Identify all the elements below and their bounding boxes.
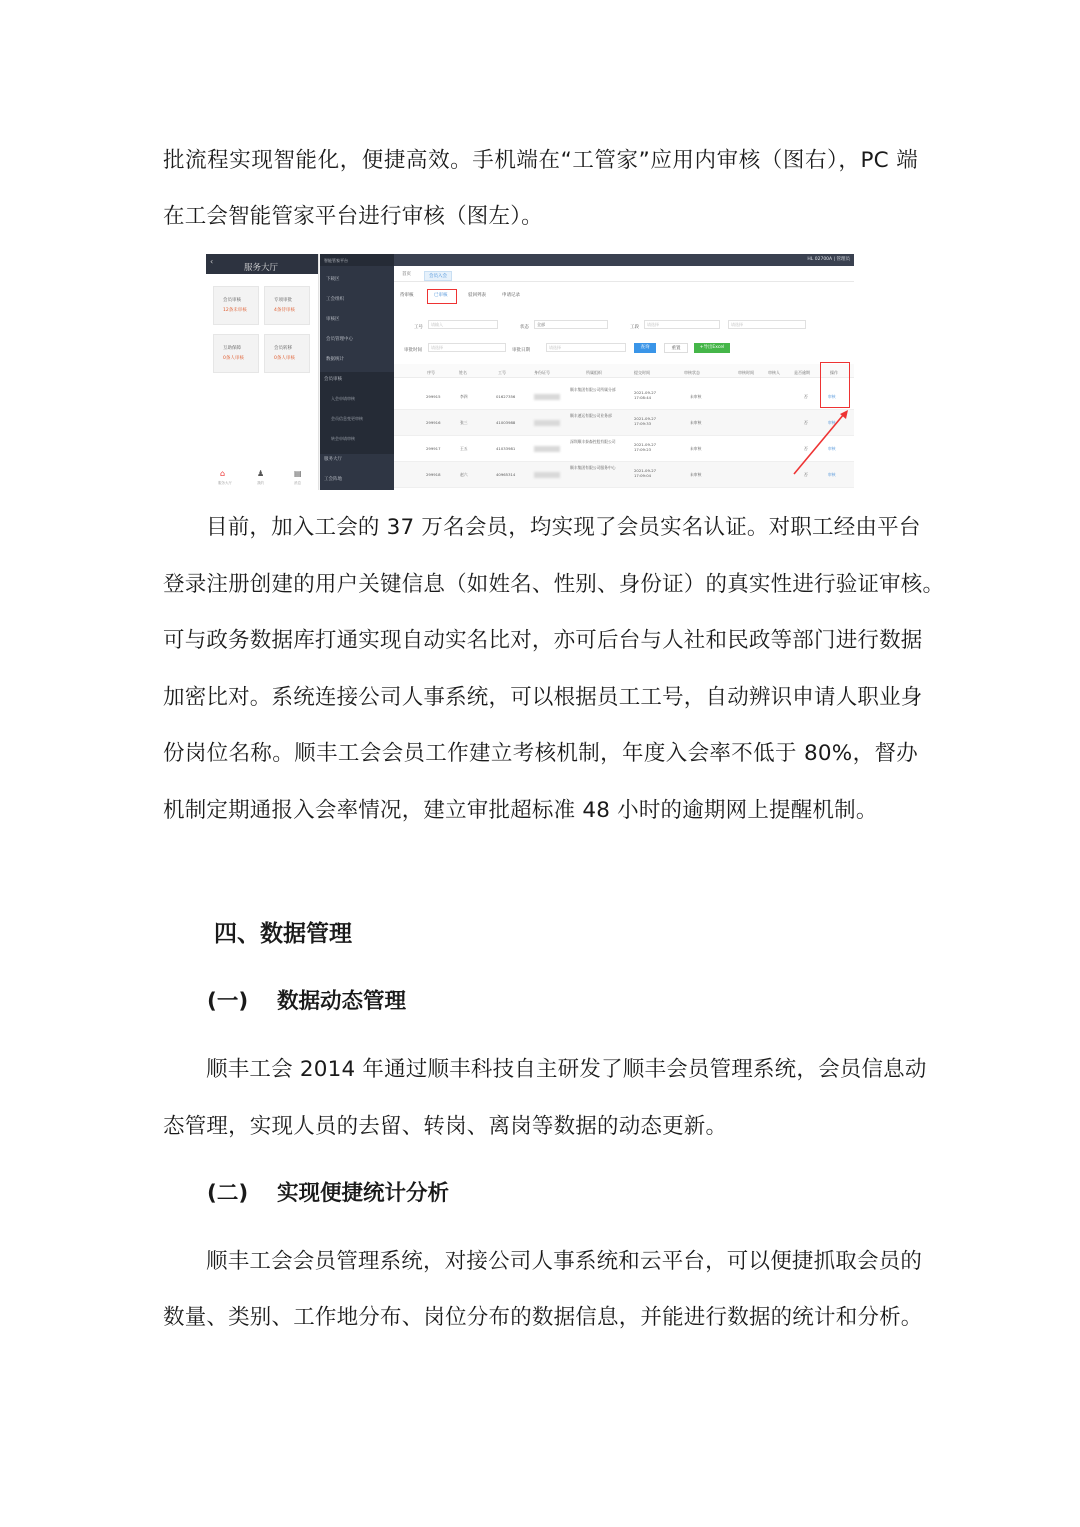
tab-records[interactable]: 申请记录 <box>502 293 520 298</box>
cell-status: 未审核 <box>690 472 702 477</box>
members-line-5: 份岗位名称。顺丰工会会员工作建立考核机制，年度入会率不低于 80%，督办 <box>163 741 918 766</box>
back-icon[interactable]: ‹ <box>210 257 214 266</box>
members-line-3: 可与政务数据库打通实现自动实名比对，亦可后台与人社和民政等部门进行数据 <box>163 628 923 653</box>
filter-label: 工段 <box>630 325 639 330</box>
review-tabs <box>394 290 854 302</box>
members-line-1: 目前，加入工会的 37 万名会员，均实现了会员实名认证。对职工经由平台 <box>206 515 921 540</box>
filter-label: 审批日期 <box>512 348 530 353</box>
tile-count: 12条未审核 <box>223 308 247 313</box>
tile-label: 会员转移 <box>274 346 292 351</box>
dynamic-line-2: 态管理，实现人员的去留、转岗、离岗等数据的动态更新。 <box>163 1114 728 1139</box>
review-link[interactable]: 审核 <box>828 420 836 425</box>
phone-title: 服务大厅 <box>244 263 279 273</box>
phone-nav-label: 消息 <box>294 481 301 485</box>
redacted-id <box>534 446 560 452</box>
platform-topbar <box>394 254 854 266</box>
sidebar-item[interactable]: 会员管理中心 <box>326 337 353 342</box>
cell-no: 299916 <box>426 420 441 425</box>
search-button[interactable]: 查询 <box>634 343 656 353</box>
sidebar-item[interactable]: 审核区 <box>326 317 340 322</box>
review-link[interactable]: 审核 <box>828 394 836 399</box>
platform-sidebar <box>320 254 394 490</box>
cell-name: 王五 <box>460 446 468 451</box>
table-row[interactable] <box>394 462 854 488</box>
phone-tile[interactable] <box>264 286 310 325</box>
phone-nav-label: 我的 <box>257 481 264 485</box>
tab-home[interactable]: 首页 <box>402 272 411 277</box>
phone-app-panel <box>206 254 319 490</box>
cell-overdue: 否 <box>804 472 808 477</box>
table-header-cell: 审核状态 <box>684 370 700 375</box>
subheading-1 <box>207 987 406 1017</box>
tile-label: 专项审批 <box>274 298 292 303</box>
cell-overdue: 否 <box>804 394 808 399</box>
cell-status: 未审核 <box>690 420 702 425</box>
phone-tile[interactable] <box>264 334 310 373</box>
emp-no-input[interactable]: 请输入 <box>428 320 498 329</box>
cell-emp: 41033981 <box>496 446 516 451</box>
status-select[interactable]: 全部 <box>534 320 608 329</box>
review-date-input[interactable]: 请选择 <box>546 343 626 352</box>
highlight-box <box>427 289 457 304</box>
phone-nav-label: 服务大厅 <box>218 481 232 485</box>
cell-emp: 40965314 <box>496 472 516 477</box>
extra-select[interactable]: 请选择 <box>728 320 806 329</box>
sidebar-sub-item[interactable]: 入会申请审核 <box>331 396 355 401</box>
cell-org: 深圳顺丰泰森控股有限公司 <box>570 439 616 444</box>
cell-overdue: 否 <box>804 420 808 425</box>
cell-time: 2021-09-27 17:09:33 <box>634 416 657 426</box>
review-link[interactable]: 审核 <box>828 472 836 477</box>
sidebar-sub-item[interactable]: 会员信息变更审核 <box>331 416 363 421</box>
table-header-cell: 身份证号 <box>534 370 550 375</box>
review-screenshot-figure <box>206 254 854 490</box>
home-icon[interactable]: ⌂ <box>220 469 226 478</box>
user-icon[interactable]: ♟ <box>257 469 265 478</box>
table-row[interactable] <box>394 384 854 410</box>
intro-line-2: 在工会智能管家平台进行审核（图左）。 <box>163 204 543 229</box>
phone-tile[interactable] <box>213 286 259 325</box>
tile-label: 互助保障 <box>223 346 241 351</box>
highlight-box <box>820 362 850 408</box>
sidebar-item[interactable]: 服务大厅 <box>324 457 342 462</box>
phone-header <box>206 254 318 274</box>
cell-org: 顺丰集团有限公司所属分部 <box>570 387 616 392</box>
subheading-title: 实现便捷统计分析 <box>277 1181 450 1206</box>
cell-no: 299918 <box>426 472 441 477</box>
members-line-4: 加密比对。系统连接公司人事系统，可以根据员工工号，自动辨识申请人职业身 <box>163 685 923 710</box>
platform-main <box>394 254 854 490</box>
sidebar-item[interactable]: 数据统计 <box>326 357 344 362</box>
stats-line-2: 数量、类别、工作地分布、岗位分布的数据信息，并能进行数据的统计和分析。 <box>163 1305 923 1330</box>
sidebar-sub-item[interactable]: 转会申请审核 <box>331 436 355 441</box>
cell-time: 2021-09-27 17:08:44 <box>634 390 657 400</box>
stats-line-1: 顺丰工会会员管理系统，对接公司人事系统和云平台，可以便捷抓取会员的 <box>206 1249 923 1274</box>
redacted-id <box>534 420 560 426</box>
cell-emp: 01627356 <box>496 394 516 399</box>
section-heading: 四、数据管理 <box>214 921 352 947</box>
filter-label: 状态 <box>520 325 529 330</box>
members-line-2: 登录注册创建的用户关键信息（如姓名、性别、身份证）的真实性进行验证审核。 <box>163 572 945 597</box>
table-header-cell: 姓名 <box>459 370 467 375</box>
cell-emp: 41003988 <box>496 420 516 425</box>
subheading-number: (二) <box>207 1181 249 1206</box>
page-tabs <box>394 268 854 282</box>
tile-count: 0条人审核 <box>274 356 295 361</box>
section-select[interactable]: 请选择 <box>644 320 720 329</box>
cell-org: 顺丰集团有限公司服务中心 <box>570 465 616 470</box>
sidebar-group-label[interactable]: 会员审核 <box>324 377 342 382</box>
cell-no: 299917 <box>426 446 441 451</box>
cell-name: 赵六 <box>460 472 468 477</box>
red-arrow-icon <box>792 408 850 476</box>
phone-tile[interactable] <box>213 334 259 373</box>
cell-name: 张三 <box>460 420 468 425</box>
tab-pending[interactable]: 待审核 <box>400 293 414 298</box>
filter-label: 工号 <box>414 325 423 330</box>
table-row[interactable] <box>394 436 854 462</box>
intro-line-1: 批流程实现智能化，便捷高效。手机端在“工管家”应用内审核（图右），PC 端 <box>163 148 918 173</box>
sidebar-item[interactable]: 工会组织 <box>326 297 344 302</box>
filter-label: 审批时间 <box>404 348 422 353</box>
subheading-2 <box>207 1179 449 1209</box>
table-header-cell: 提交时间 <box>634 370 650 375</box>
table-header-cell: 审核时间 <box>738 370 754 375</box>
topbar-user[interactable]: HL 02700A | 管理员 <box>807 257 850 262</box>
cell-time: 2021-09-27 17:09:04 <box>634 468 657 478</box>
members-line-6: 机制定期通报入会率情况，建立审批超标准 48 小时的逾期网上提醒机制。 <box>163 798 878 823</box>
tab-member-join[interactable]: 会员入会 <box>424 271 452 281</box>
tile-count: 0条人审核 <box>223 356 244 361</box>
message-icon[interactable]: ▤ <box>294 469 302 478</box>
table-header-cell: 工号 <box>498 370 506 375</box>
cell-no: 299915 <box>426 394 441 399</box>
cell-time: 2021-09-27 17:09:23 <box>634 442 657 452</box>
table-row[interactable] <box>394 410 854 436</box>
sidebar-item[interactable]: 工会阵地 <box>324 477 342 482</box>
table-header-cell: 序号 <box>427 370 435 375</box>
export-excel-button[interactable]: +导出Excel <box>694 343 730 353</box>
sidebar-title: 智能管家平台 <box>320 254 394 266</box>
cell-name: 李四 <box>460 394 468 399</box>
table-header-cell: 操作 <box>830 370 838 375</box>
redacted-id <box>534 394 560 400</box>
table-header-cell: 所属组织 <box>586 370 602 375</box>
reset-button[interactable]: 重置 <box>664 343 688 353</box>
table-header-cell: 是否逾期 <box>794 370 810 375</box>
dynamic-line-1: 顺丰工会 2014 年通过顺丰科技自主研发了顺丰会员管理系统，会员信息动 <box>206 1057 927 1082</box>
cell-status: 未审核 <box>690 394 702 399</box>
subheading-number: (一) <box>207 989 249 1014</box>
tile-label: 会员审核 <box>223 298 241 303</box>
tile-count: 4条待审核 <box>274 308 295 313</box>
redacted-id <box>534 472 560 478</box>
tab-reviewed[interactable]: 已审核 <box>434 293 448 298</box>
cell-status: 未审核 <box>690 446 702 451</box>
cell-overdue: 否 <box>804 446 808 451</box>
table-header-cell: 审核人 <box>768 370 780 375</box>
review-link[interactable]: 审核 <box>828 446 836 451</box>
sidebar-item[interactable]: 下载区 <box>326 277 340 282</box>
cell-org: 顺丰速运有限公司业务部 <box>570 413 612 418</box>
review-time-input[interactable]: 请选择 <box>428 343 506 352</box>
tab-rejected[interactable]: 驳回列表 <box>468 293 486 298</box>
subheading-title: 数据动态管理 <box>277 989 407 1014</box>
